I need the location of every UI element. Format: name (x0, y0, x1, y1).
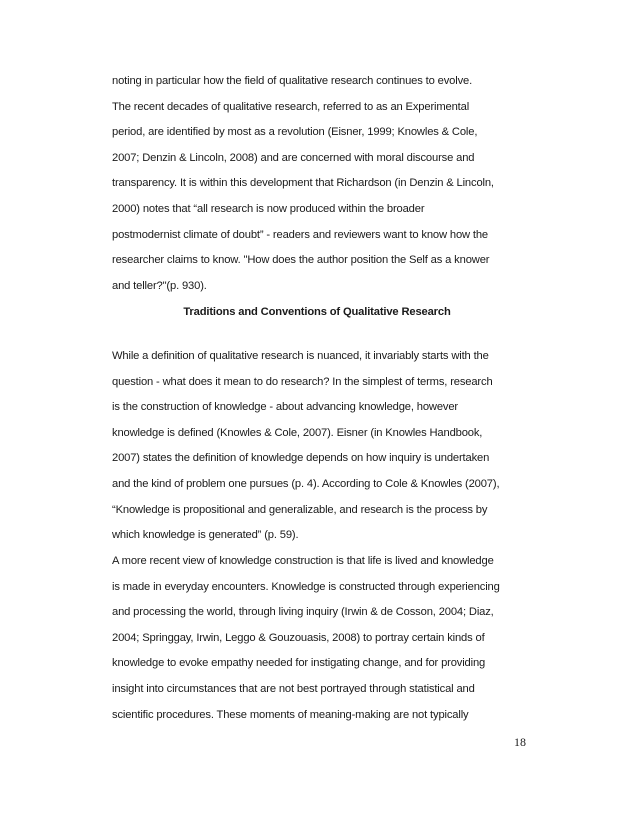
paragraph-line: question - what does it mean to do research? In the simplest of terms, research (112, 375, 493, 388)
paragraph-line: “Knowledge is propositional and generalizable, and research is the process by (112, 503, 488, 516)
paragraph-line: While a definition of qualitative research is nuanced, it invariably starts with the (112, 350, 489, 362)
paragraph-line: and the kind of problem one pursues (p. 4). According to Cole & Knowles (2007), (112, 477, 500, 490)
page-number: 18 (514, 735, 526, 749)
paragraph-line: insight into circumstances that are not best portrayed through statistical and (112, 682, 475, 695)
paragraph-1 (112, 73, 522, 303)
paragraph-line: knowledge is defined (Knowles & Cole, 2007). Eisner (in Knowles Handbook, (112, 426, 483, 439)
paragraph-line: is the construction of knowledge - about advancing knowledge, however (112, 401, 459, 414)
paragraph-line: and processing the world, through living inquiry (Irwin & de Cosson, 2004; Diaz, (112, 606, 494, 619)
paragraph-line: which knowledge is generated” (p. 59). (112, 529, 299, 542)
paragraph-line: scientific procedures. These moments of meaning-making are not typically (112, 708, 469, 721)
paragraph-2 (112, 348, 522, 553)
paragraph-line: transparency. It is within this development that Richardson (in Denzin & Lincoln, (112, 177, 494, 190)
paragraph-line: 2007) states the definition of knowledge depends on how inquiry is undertaken (112, 452, 490, 465)
paragraph-3 (112, 553, 522, 732)
section-heading: Traditions and Conventions of Qualitative Research (183, 306, 451, 318)
paragraph-line: knowledge to evoke empathy needed for instigating change, and for providing (112, 657, 486, 670)
paragraph-line: noting in particular how the field of qualitative research continues to evolve. (112, 75, 473, 87)
paragraph-line: A more recent view of knowledge construction is that life is lived and knowledge (112, 555, 494, 567)
paragraph-line: period, are identified by most as a revolution (Eisner, 1999; Knowles & Cole, (112, 126, 478, 139)
paragraph-line: 2007; Denzin & Lincoln, 2008) and are concerned with moral discourse and (112, 151, 475, 164)
paragraph-line: 2004; Springgay, Irwin, Leggo & Gouzouasis, 2008) to portray certain kinds of (112, 631, 485, 644)
paragraph-line: and teller?"(p. 930). (112, 279, 207, 292)
paragraph-line: 2000) notes that “all research is now produced within the broader (112, 202, 425, 215)
paragraph-line: The recent decades of qualitative research, referred to as an Experimental (112, 100, 470, 113)
paragraph-line: postmodernist climate of doubt” - readers and reviewers want to know how the (112, 228, 489, 241)
paragraph-line: is made in everyday encounters. Knowledge is constructed through experiencing (112, 580, 500, 593)
paragraph-line: researcher claims to know. "How does the author position the Self as a knower (112, 254, 490, 267)
